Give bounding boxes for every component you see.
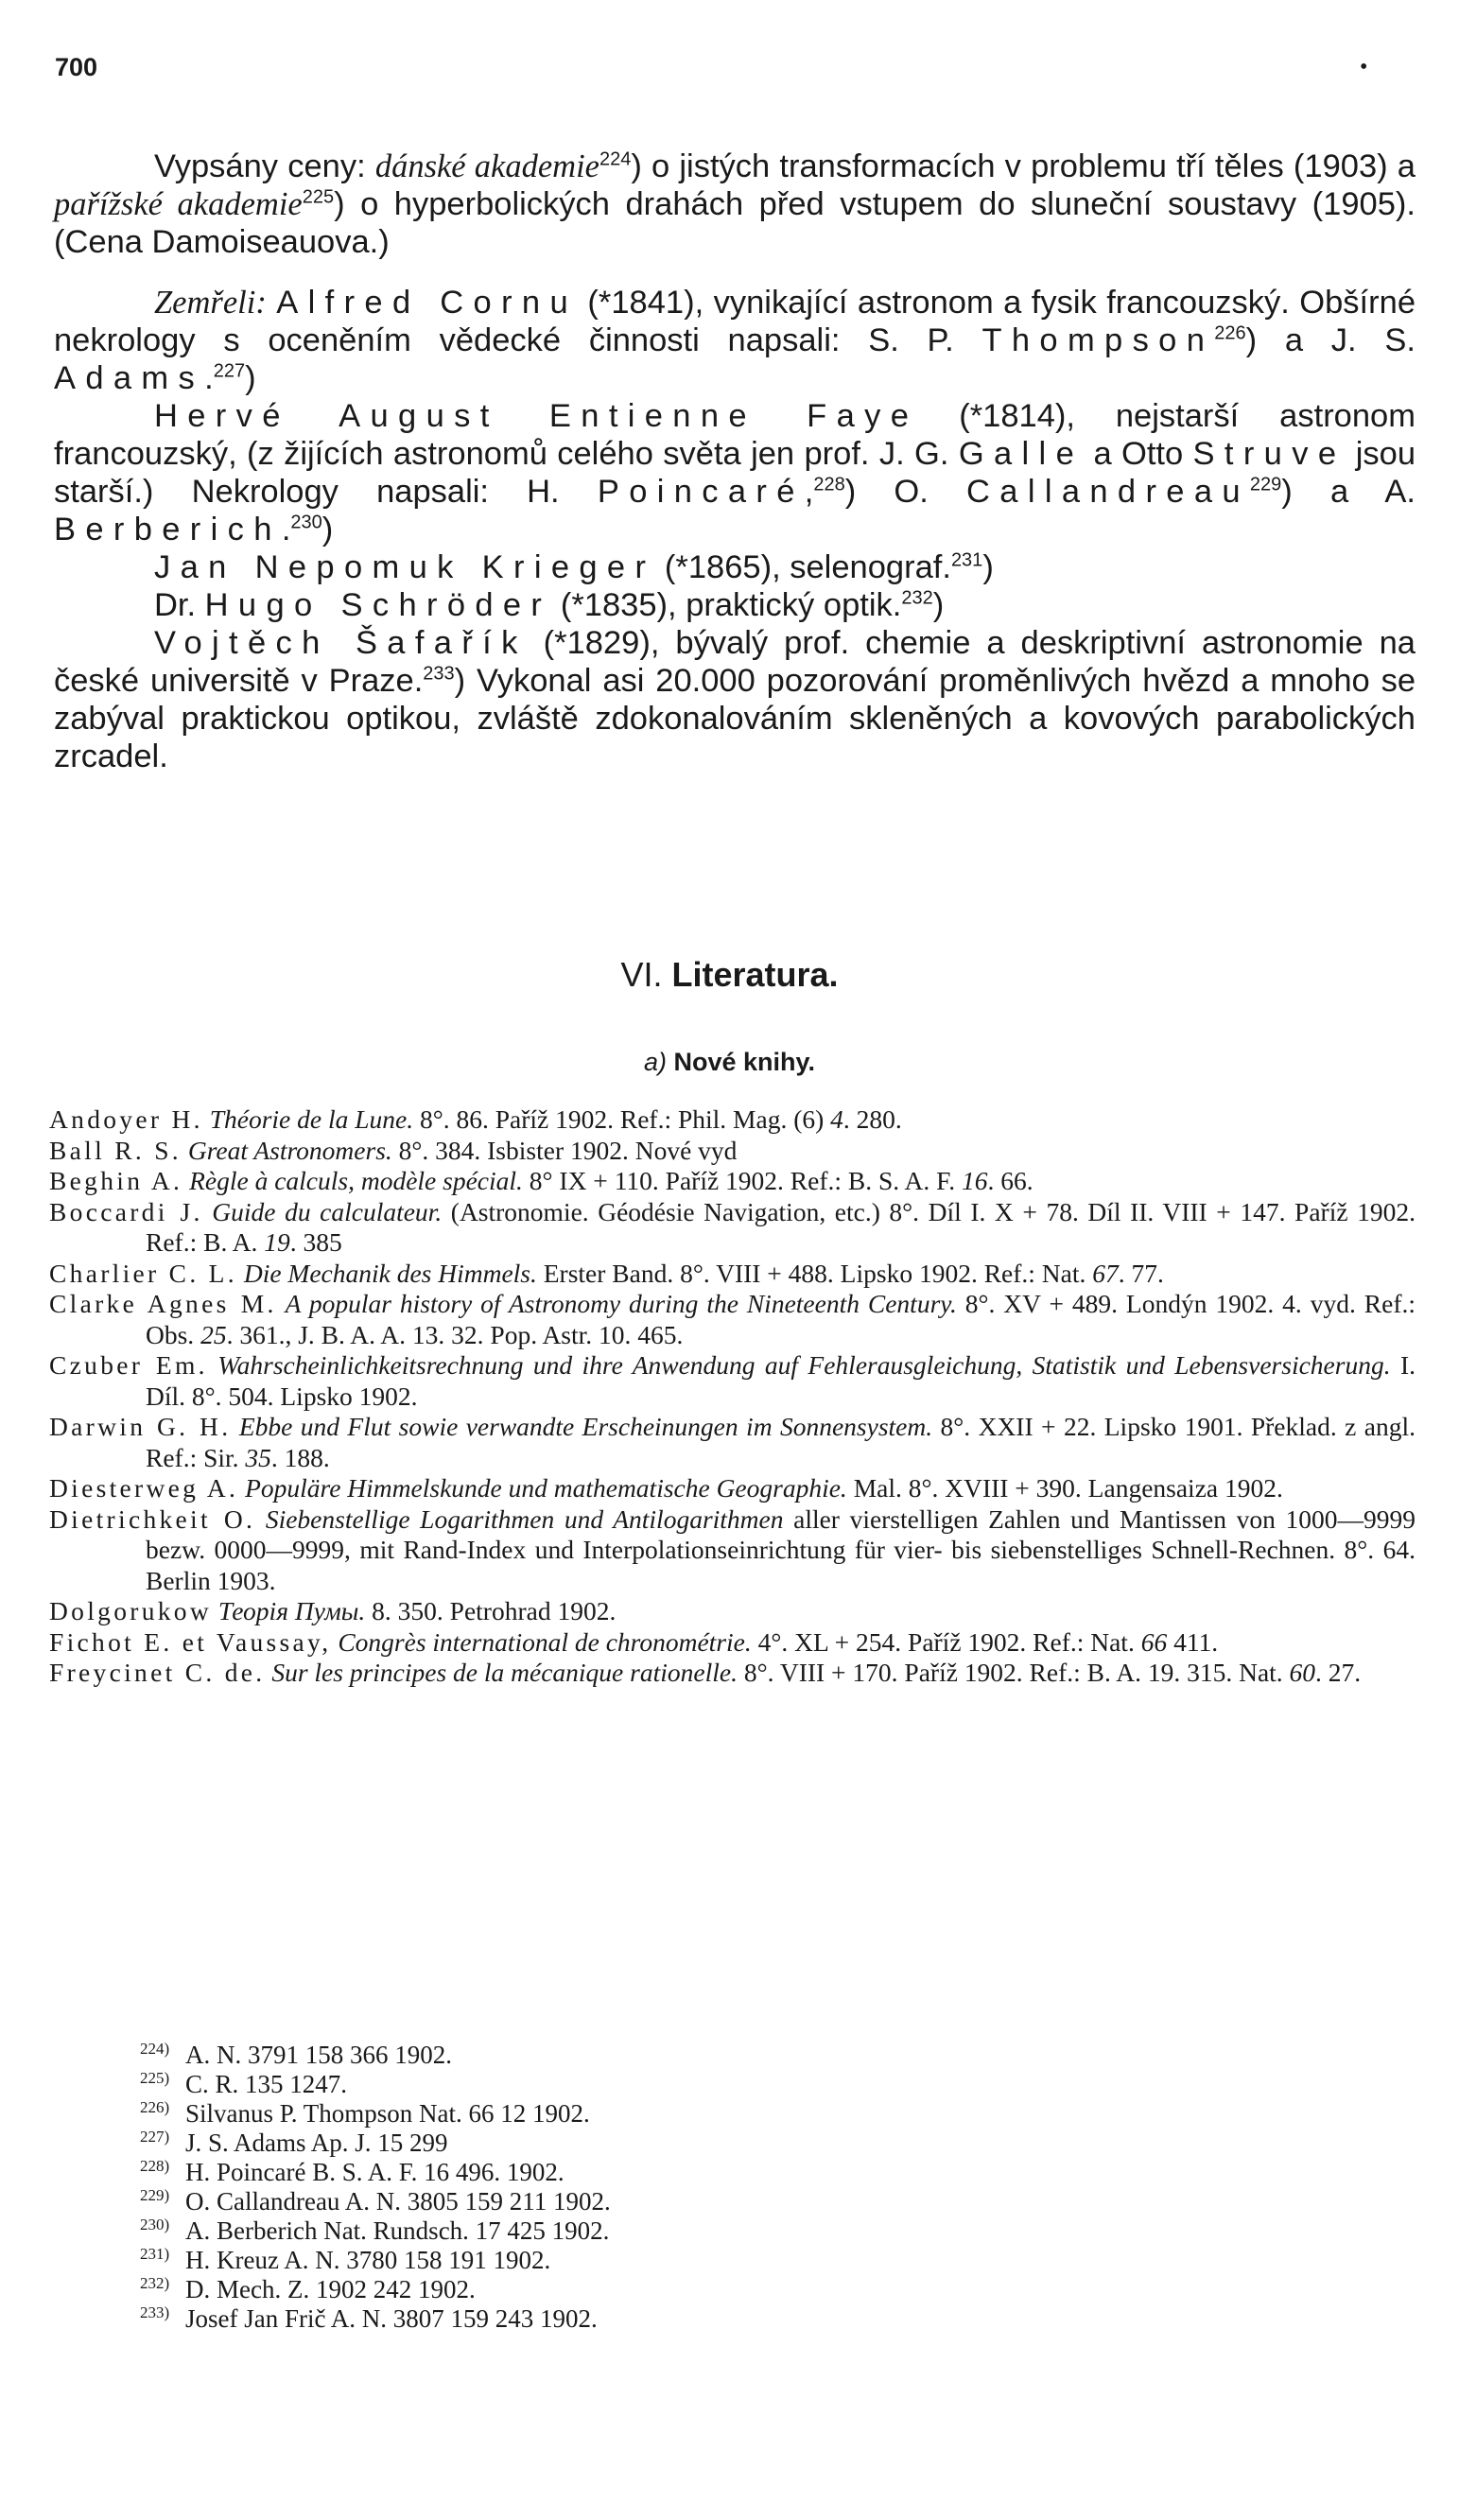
main-text bbox=[54, 148, 1416, 775]
paragraph-safarik: Vojtěch Šafařík (*1829), bývalý prof. chemie a deskriptivní astronomie na české universitě v Praze.$^{233}$) Vykonal asi 20.000 pozorování proměnlivých hvězd a mnoho se zabýval praktickou optikou, zvláště zdokonalováním skleněných a kovových parabolických zrcadel. bbox=[54, 625, 1416, 774]
footnote: 224) A. N. 3791 158 366 1902. bbox=[140, 2040, 452, 2069]
bib-entry: Charlier C. L. Die Mechanik des Himmels. Erster Band. 8°. VIII + 488. Lipsko 1902. Ref.: Nat. 67. 77. bbox=[49, 1258, 1164, 1288]
bib-entry: Beghin A. Règle à calculs, modèle spécial. 8° IX + 110. Paříž 1902. Ref.: B. S. A. F. 16. 66. bbox=[49, 1166, 1033, 1195]
footnote: 231) H. Kreuz A. N. 3780 158 191 1902. bbox=[140, 2245, 551, 2274]
footnote: 226) Silvanus P. Thompson Nat. 66 12 1902. bbox=[140, 2098, 590, 2128]
footnote: 233) Josef Jan Frič A. N. 3807 159 243 1902. bbox=[140, 2303, 598, 2333]
bib-entry: Andoyer H. Théorie de la Lune. 8°. 86. Paříž 1902. Ref.: Phil. Mag. (6) 4. 280. bbox=[49, 1104, 902, 1134]
bib-entry: Dolgorukow Теорія Пумы. 8. 350. Petrohrad 1902. bbox=[49, 1596, 617, 1625]
bib-entry: Darwin G. H. Ebbe und Flut sowie verwandte Erscheinungen im Sonnensystem. 8°. XXII + 22. Lipsko 1901. Překlad. z angl. Ref.: Sir. 35. 188. bbox=[49, 1412, 1416, 1472]
bibliography bbox=[49, 1104, 1416, 1689]
bib-entry: Fichot E. et Vaussay, Congrès international de chronométrie. 4°. XL + 254. Paříž 1902. Ref.: Nat. 66 411. bbox=[49, 1626, 1219, 1657]
footnote: 227) J. S. Adams Ap. J. 15 299 bbox=[140, 2128, 448, 2157]
footnote: 232) D. Mech. Z. 1902 242 1902. bbox=[140, 2274, 476, 2303]
bib-entry: Boccardi J. Guide du calculateur. (Astronomie. Géodésie Navigation, etc.) 8°. Díl I. X + 78. Díl II. VIII + 147. Paříž 1902. Ref.: B. A. 19. 385 bbox=[49, 1196, 1416, 1257]
subsection-heading: a) Nové knihy. bbox=[643, 1048, 816, 1076]
bib-entry: Czuber Em. Wahrscheinlichkeitsrechnung und ihre Anwendung auf Fehlerausgleichung, Statistik und Lebensversicherung. I. Díl. 8°. 504. Lipsko 1902. bbox=[49, 1350, 1416, 1411]
page-number: 700 bbox=[55, 53, 98, 81]
section-heading: VI. Literatura. bbox=[620, 955, 839, 994]
bib-entry: Diesterweg A. Populäre Himmelskunde und mathematische Geographie. Mal. 8°. XVIII + 390. Langensaiza 1902. bbox=[49, 1473, 1283, 1503]
paragraph-schroder: Dr. Hugo Schröder (*1835), praktický optik.$^{232}$) bbox=[154, 587, 945, 623]
footnote: 229) O. Callandreau A. N. 3805 159 211 1902. bbox=[140, 2186, 611, 2216]
footnote: 225) C. R. 135 1247. bbox=[140, 2069, 348, 2098]
bib-entry: Ball R. S. Great Astronomers. 8°. 384. Isbister 1902. Nové vyd bbox=[49, 1135, 738, 1165]
footnotes bbox=[140, 2041, 1369, 2334]
bib-entry: Dietrichkeit O. Siebenstellige Logarithmen und Antilogarithmen aller vierstelligen Zahlen und Mantissen von 1000—9999 bezw. 0000—9999, mit Rand-Index und Interpolationseinrichtung für vier- bis siebenstelliges Schnell-Rechnen. 8°. 64. Berlin 1903. bbox=[49, 1503, 1416, 1595]
paragraph-krieger: Jan Nepomuk Krieger (*1865), selenograf.$^{231}$) bbox=[154, 549, 994, 585]
footnote: 228) H. Poincaré B. S. A. F. 16 496. 1902. bbox=[140, 2157, 564, 2186]
footnote: 230) A. Berberich Nat. Rundsch. 17 425 1902. bbox=[140, 2216, 610, 2245]
bib-entry: Clarke Agnes M. A popular history of Astronomy during the Nineteenth Century. 8°. XV + 489. Londýn 1902. 4. vyd. Ref.: Obs. 25. 361., J. B. A. A. 13. 32. Pop. Astr. 10. 465. bbox=[49, 1289, 1416, 1349]
header-dot: • bbox=[1360, 55, 1368, 79]
bib-entry: Freycinet C. de. Sur les principes de la mécanique rationelle. 8°. VIII + 170. Paříž 1902. Ref.: B. A. 19. 315. Nat. 60. 27. bbox=[49, 1658, 1362, 1687]
paragraph-cornu: Zemřeli: Alfred Cornu (*1841), vynikající astronom a fysik francouzský. Obšírné nekrology s oceněním vědecké činnosti napsali: S. P. Thompson$^{226}$) a J. S. Adams.$^{227}$) bbox=[54, 285, 1416, 396]
paragraph-prizes: Vypsány ceny: dánské akademie$^{224}$) o jistých transformacích v problemu tří těles (1903) a pařížské akademie$^{225}$) o hyperbolických drahách před vstupem do sluneční soustavy (1905). (Cena Damoiseauova.) bbox=[54, 148, 1416, 260]
paragraph-faye: Hervé August Entienne Faye (*1814), nejstarší astronom francouzský, (z žijících astronomů celého světa jen prof. J. G. Galle a Otto Struve jsou starší.) Nekrology napsali: H. Poincaré,$^{228}$) O. Callandreau$^{229}$) a A. Berberich.$^{230}$) bbox=[54, 398, 1416, 547]
